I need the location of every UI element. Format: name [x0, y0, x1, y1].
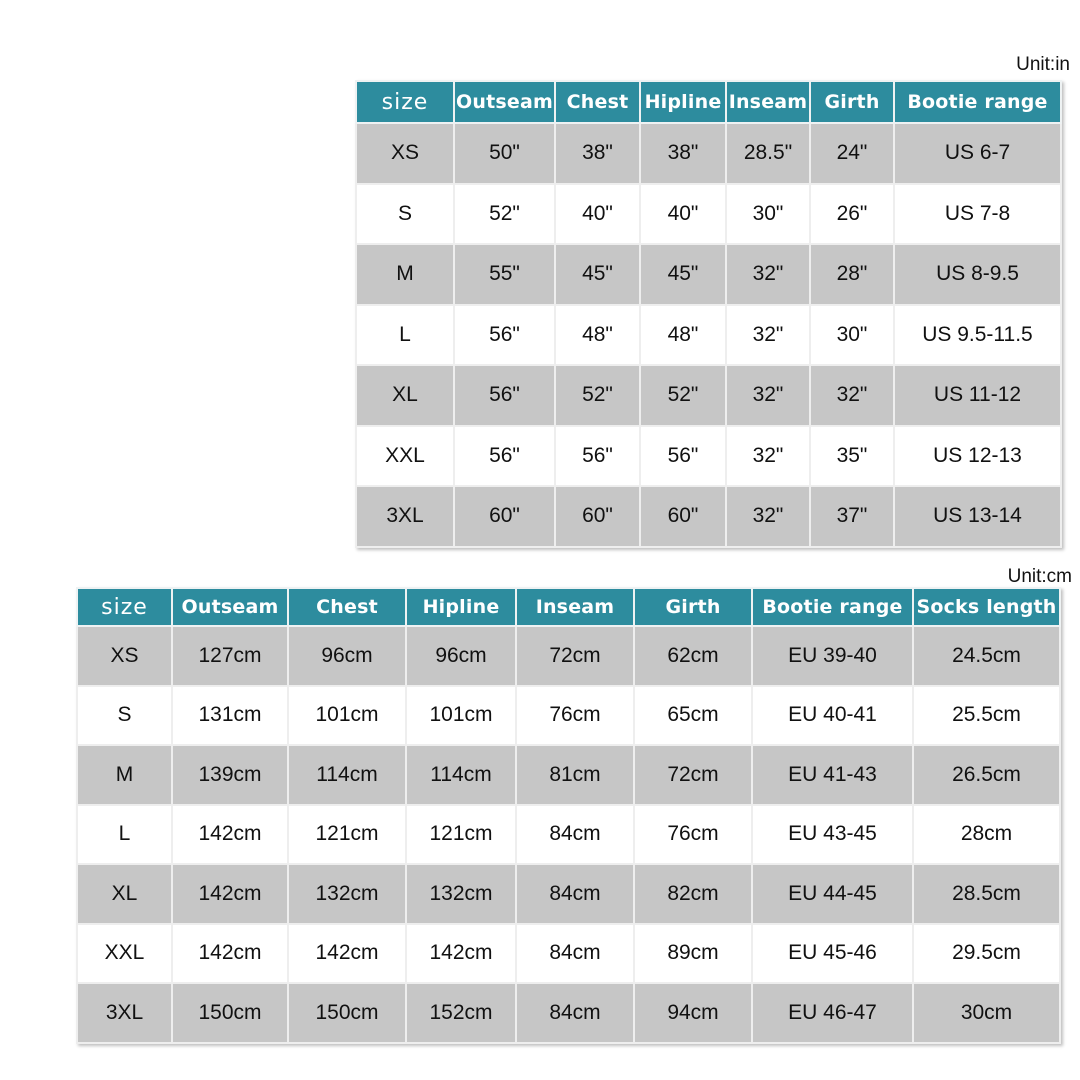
cell-inseam: 76cm	[516, 686, 634, 746]
column-header-bootie-range: Bootie range	[894, 81, 1061, 123]
cell-bootie-range: US 12-13	[894, 426, 1061, 487]
cell-hipline: 40"	[640, 184, 726, 245]
column-header-inseam: Inseam	[516, 588, 634, 626]
cell-outseam: 142cm	[172, 864, 288, 924]
cell-socks-length: 29.5cm	[913, 924, 1060, 984]
cell-chest: 48"	[555, 305, 640, 366]
table-row	[77, 924, 1060, 984]
cell-bootie-range: EU 40-41	[752, 686, 913, 746]
cell-size: 3XL	[356, 486, 454, 547]
cell-bootie-range: EU 44-45	[752, 864, 913, 924]
cell-outseam: 55"	[454, 244, 555, 305]
cell-hipline: 142cm	[406, 924, 516, 984]
cell-socks-length: 28.5cm	[913, 864, 1060, 924]
cell-bootie-range: US 6-7	[894, 123, 1061, 184]
column-header-chest: Chest	[288, 588, 406, 626]
cell-inseam: 72cm	[516, 626, 634, 686]
cell-bootie-range: EU 45-46	[752, 924, 913, 984]
cell-hipline: 121cm	[406, 805, 516, 865]
cell-hipline: 60"	[640, 486, 726, 547]
cell-outseam: 50"	[454, 123, 555, 184]
cell-girth: 72cm	[634, 745, 752, 805]
cell-chest: 52"	[555, 365, 640, 426]
column-header-socks-length: Socks length	[913, 588, 1060, 626]
cell-girth: 32"	[810, 365, 894, 426]
column-header-size: size	[356, 81, 454, 123]
cell-socks-length: 24.5cm	[913, 626, 1060, 686]
column-header-chest: Chest	[555, 81, 640, 123]
column-header-size: size	[77, 588, 172, 626]
table-row	[77, 805, 1060, 865]
cell-girth: 65cm	[634, 686, 752, 746]
cell-girth: 94cm	[634, 983, 752, 1043]
cell-inseam: 81cm	[516, 745, 634, 805]
cell-chest: 121cm	[288, 805, 406, 865]
cell-outseam: 60"	[454, 486, 555, 547]
table-body	[77, 626, 1060, 1043]
cell-hipline: 96cm	[406, 626, 516, 686]
column-header-girth: Girth	[810, 81, 894, 123]
size-chart-cm	[76, 587, 1061, 1044]
cell-socks-length: 28cm	[913, 805, 1060, 865]
table-row	[356, 426, 1061, 487]
cell-size: M	[77, 745, 172, 805]
cell-size: XXL	[356, 426, 454, 487]
cell-outseam: 52"	[454, 184, 555, 245]
cell-hipline: 38"	[640, 123, 726, 184]
cell-inseam: 28.5"	[726, 123, 810, 184]
cell-size: XS	[77, 626, 172, 686]
cell-inseam: 32"	[726, 486, 810, 547]
cell-girth: 62cm	[634, 626, 752, 686]
cell-chest: 56"	[555, 426, 640, 487]
cell-hipline: 56"	[640, 426, 726, 487]
cell-inseam: 32"	[726, 305, 810, 366]
column-header-girth: Girth	[634, 588, 752, 626]
cell-hipline: 45"	[640, 244, 726, 305]
size-chart-inches	[355, 80, 1062, 548]
cell-outseam: 142cm	[172, 924, 288, 984]
cell-bootie-range: EU 46-47	[752, 983, 913, 1043]
cell-outseam: 56"	[454, 426, 555, 487]
cell-size: XS	[356, 123, 454, 184]
cell-outseam: 142cm	[172, 805, 288, 865]
table-row	[77, 745, 1060, 805]
cell-size: L	[356, 305, 454, 366]
table-row	[356, 305, 1061, 366]
cell-outseam: 150cm	[172, 983, 288, 1043]
cell-chest: 45"	[555, 244, 640, 305]
cell-outseam: 139cm	[172, 745, 288, 805]
cell-hipline: 48"	[640, 305, 726, 366]
cell-socks-length: 25.5cm	[913, 686, 1060, 746]
cell-outseam: 56"	[454, 305, 555, 366]
cell-inseam: 30"	[726, 184, 810, 245]
cell-socks-length: 26.5cm	[913, 745, 1060, 805]
column-header-bootie-range: Bootie range	[752, 588, 913, 626]
cell-chest: 114cm	[288, 745, 406, 805]
cell-inseam: 84cm	[516, 864, 634, 924]
column-header-hipline: Hipline	[640, 81, 726, 123]
table-row	[77, 864, 1060, 924]
cell-bootie-range: US 13-14	[894, 486, 1061, 547]
cell-chest: 101cm	[288, 686, 406, 746]
table-body	[356, 123, 1061, 547]
column-header-inseam: Inseam	[726, 81, 810, 123]
cell-chest: 38"	[555, 123, 640, 184]
cell-girth: 30"	[810, 305, 894, 366]
cell-outseam: 131cm	[172, 686, 288, 746]
cell-chest: 60"	[555, 486, 640, 547]
cell-inseam: 84cm	[516, 924, 634, 984]
cell-bootie-range: US 7-8	[894, 184, 1061, 245]
cell-girth: 76cm	[634, 805, 752, 865]
unit-label-inches: Unit:in	[1016, 54, 1070, 75]
cell-chest: 40"	[555, 184, 640, 245]
cell-girth: 89cm	[634, 924, 752, 984]
cell-girth: 24"	[810, 123, 894, 184]
cell-inseam: 84cm	[516, 983, 634, 1043]
cell-size: L	[77, 805, 172, 865]
cell-size: XL	[356, 365, 454, 426]
cell-girth: 26"	[810, 184, 894, 245]
table-row	[77, 983, 1060, 1043]
cell-hipline: 52"	[640, 365, 726, 426]
column-header-hipline: Hipline	[406, 588, 516, 626]
cell-inseam: 84cm	[516, 805, 634, 865]
table-row	[356, 486, 1061, 547]
header-row	[77, 588, 1060, 626]
cell-size: M	[356, 244, 454, 305]
cell-size: XL	[77, 864, 172, 924]
cell-inseam: 32"	[726, 365, 810, 426]
cell-chest: 132cm	[288, 864, 406, 924]
cell-inseam: 32"	[726, 426, 810, 487]
column-header-outseam: Outseam	[454, 81, 555, 123]
table-row	[356, 365, 1061, 426]
cell-hipline: 132cm	[406, 864, 516, 924]
cell-girth: 28"	[810, 244, 894, 305]
unit-label-cm: Unit:cm	[1007, 566, 1072, 587]
cell-girth: 37"	[810, 486, 894, 547]
table-row	[356, 123, 1061, 184]
cell-girth: 82cm	[634, 864, 752, 924]
cell-size: 3XL	[77, 983, 172, 1043]
cell-chest: 142cm	[288, 924, 406, 984]
cell-outseam: 56"	[454, 365, 555, 426]
cell-inseam: 32"	[726, 244, 810, 305]
cell-girth: 35"	[810, 426, 894, 487]
header-row	[356, 81, 1061, 123]
cell-bootie-range: US 9.5-11.5	[894, 305, 1061, 366]
cell-bootie-range: EU 39-40	[752, 626, 913, 686]
cell-socks-length: 30cm	[913, 983, 1060, 1043]
column-header-outseam: Outseam	[172, 588, 288, 626]
cell-hipline: 101cm	[406, 686, 516, 746]
cell-bootie-range: EU 41-43	[752, 745, 913, 805]
cell-size: XXL	[77, 924, 172, 984]
cell-chest: 150cm	[288, 983, 406, 1043]
table-row	[77, 686, 1060, 746]
cell-chest: 96cm	[288, 626, 406, 686]
table-row	[77, 626, 1060, 686]
table-row	[356, 184, 1061, 245]
cell-bootie-range: US 8-9.5	[894, 244, 1061, 305]
table-row	[356, 244, 1061, 305]
cell-hipline: 152cm	[406, 983, 516, 1043]
cell-outseam: 127cm	[172, 626, 288, 686]
cell-bootie-range: US 11-12	[894, 365, 1061, 426]
cell-size: S	[77, 686, 172, 746]
cell-size: S	[356, 184, 454, 245]
cell-hipline: 114cm	[406, 745, 516, 805]
cell-bootie-range: EU 43-45	[752, 805, 913, 865]
